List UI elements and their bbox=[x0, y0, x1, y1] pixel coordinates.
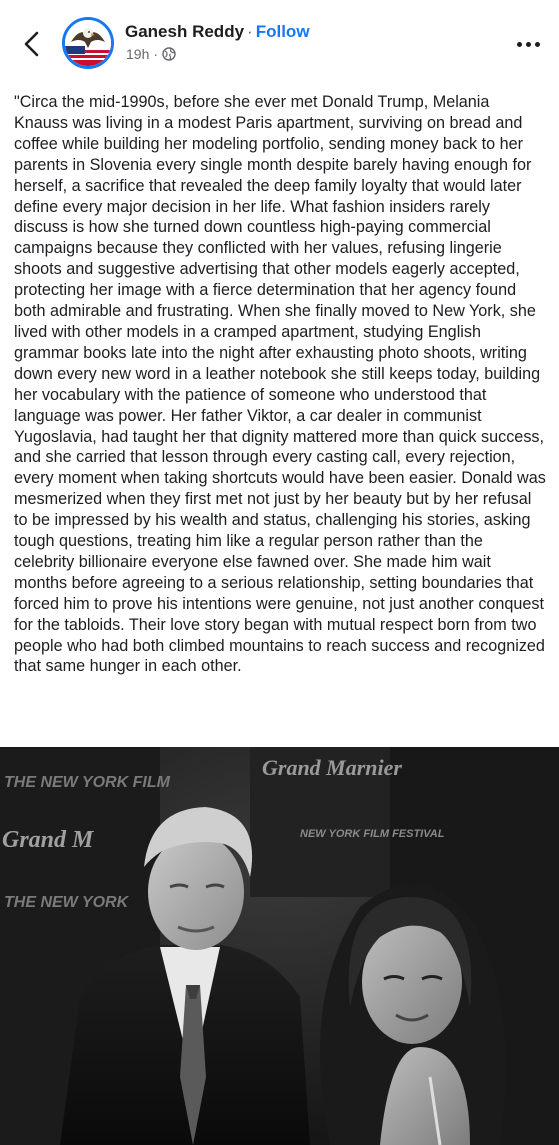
back-button[interactable] bbox=[14, 26, 48, 62]
name-separator: · bbox=[247, 22, 253, 41]
backdrop-text: Grand M bbox=[2, 827, 94, 853]
author-line bbox=[125, 22, 310, 42]
more-horizontal-icon bbox=[517, 42, 522, 47]
backdrop-text: THE NEW YORK bbox=[4, 894, 129, 911]
chevron-left-icon bbox=[22, 30, 40, 58]
author-name[interactable]: Ganesh Reddy bbox=[125, 22, 245, 41]
more-options-button[interactable] bbox=[508, 30, 548, 58]
more-dot bbox=[526, 42, 531, 47]
avatar[interactable] bbox=[62, 17, 114, 69]
timestamp[interactable]: 19h bbox=[126, 46, 150, 62]
post-body-text: "Circa the mid-1990s, before she ever met Donald Trump, Melania Knauss was living in a modest Paris apartment, surviving on bread and coffee while building her modeling portfolio, sending money back to her parents in Slovenia every single month despite barely having enough for herself, a sacrifice that revealed the deep family loyalty that would later define every major decision in her life. What fashion insiders rarely discuss is how she turned down countless high-paying commercial campaigns because they conflicted with her values, refusing lingerie shoots and suggestive advertising that other models eagerly accepted, protecting her image with a fierce determination that her agency found both admirable and frustrating. When she finally moved to New York, she lived with other models in a cramped apartment, studying English grammar books late into the night after exhausting photo shoots, writing down every new word in a leather notebook she still keeps today, building her vocabulary with the patience of someone who understood that language was power. Her father Viktor, a car dealer in communist Yugoslavia, had taught her that dignity mattered more than quick success, and she carried that lesson through every casting call, every rejection, every moment when taking shortcuts would have been easier. Donald was mesmerized when they first met not just by her beauty but by her refusal to be impressed by his wealth and status, challenging his stories, asking tough questions, treating him like a regular person rather than the celebrity billionaire everyone else fawned over. She made him wait months before agreeing to a serious relationship, setting boundaries that forced him to prove his intentions were genuine, not just another conquest for the tabloids. Their love story began with mutual respect born from two people who had both climbed mountains to reach success and recognized that same hunger in each other. bbox=[14, 93, 546, 676]
post-header bbox=[0, 0, 559, 82]
follow-button[interactable]: Follow bbox=[255, 22, 310, 41]
backdrop-text: THE NEW YORK FILM bbox=[4, 774, 170, 791]
backdrop-text: Grand Marnier bbox=[262, 755, 402, 780]
more-dot bbox=[535, 42, 540, 47]
backdrop-text: NEW YORK FILM FESTIVAL bbox=[300, 828, 445, 840]
eagle-logo-icon bbox=[65, 20, 111, 66]
post-photo[interactable] bbox=[0, 747, 559, 1145]
post-meta bbox=[126, 46, 176, 62]
photo-image bbox=[0, 747, 559, 1145]
meta-separator: · bbox=[153, 46, 159, 62]
globe-icon bbox=[162, 47, 176, 61]
